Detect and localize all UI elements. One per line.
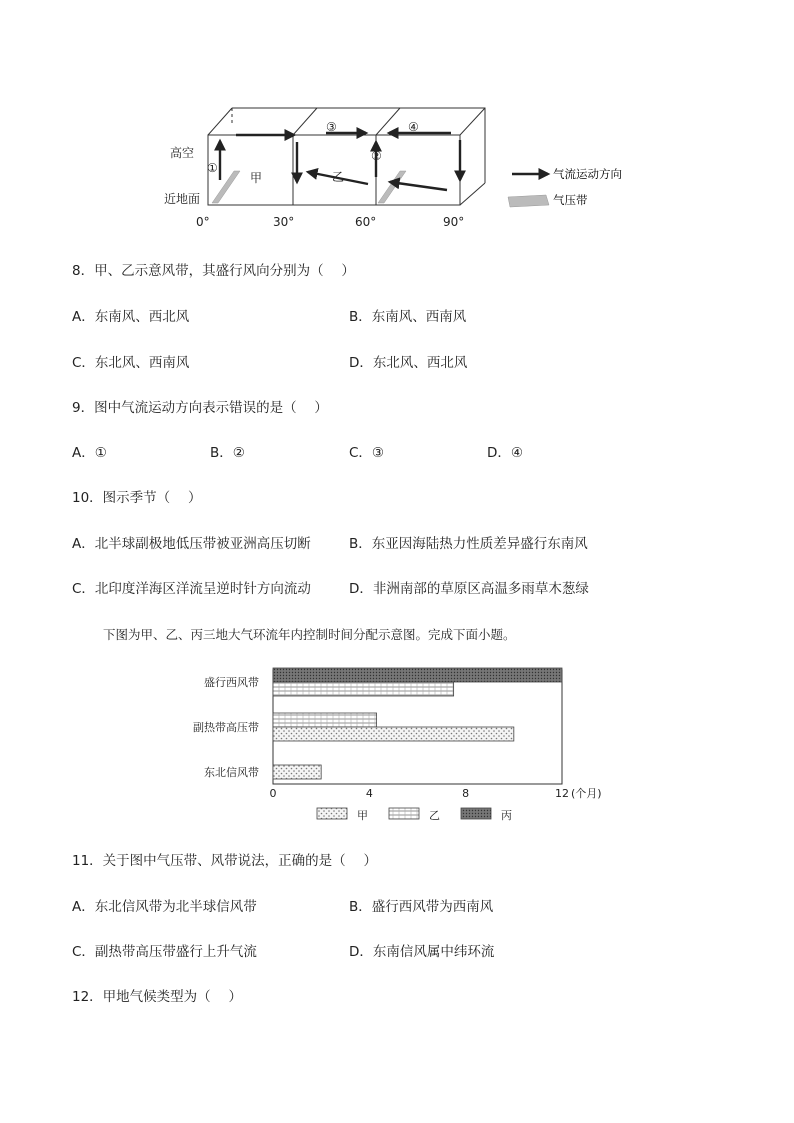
legend-swatch-甲 xyxy=(317,808,347,819)
x-tick-label: 12 xyxy=(555,787,569,800)
label-jia: 甲 xyxy=(250,171,263,185)
q8-option-d[interactable]: D．东北风、西北风 xyxy=(349,355,468,371)
circulation-time-chart xyxy=(180,662,630,832)
label-cell3: ③ xyxy=(326,120,337,134)
legend-label: 乙 xyxy=(429,809,440,822)
category-label: 盛行西风带 xyxy=(204,676,259,689)
legend-label: 丙 xyxy=(501,809,512,822)
label-cell4: ④ xyxy=(408,120,419,134)
label-lat0: 0° xyxy=(196,215,210,229)
label-cell1: ① xyxy=(207,161,218,175)
q11-option-a[interactable]: A．东北信风带为北半球信风带 xyxy=(72,899,257,915)
x-tick-label: 0 xyxy=(269,787,277,800)
q9-option-b[interactable]: B．② xyxy=(210,445,245,461)
q11-stem: 11．关于图中气压带、风带说法，正确的是（ ） xyxy=(72,853,377,869)
q11-option-c[interactable]: C．副热带高压带盛行上升气流 xyxy=(72,944,257,960)
bar-乙-副热带高压带 xyxy=(273,713,377,727)
label-lat90: 90° xyxy=(443,215,465,229)
circulation-diagram xyxy=(150,95,650,240)
legend-belt-label: 气压带 xyxy=(553,193,588,207)
label-cell2: ② xyxy=(371,149,382,163)
q8-option-a[interactable]: A．东南风、西北风 xyxy=(72,309,190,325)
legend-swatch-乙 xyxy=(389,808,419,819)
bar-甲-东北信风带 xyxy=(273,765,321,779)
category-label: 东北信风带 xyxy=(204,766,259,779)
q8-option-b[interactable]: B．东南风、西南风 xyxy=(349,309,467,325)
x-tick-label: 4 xyxy=(365,787,373,800)
bar-乙-盛行西风带 xyxy=(273,682,454,696)
label-lat60: 60° xyxy=(355,215,377,229)
q10-option-b[interactable]: B．东亚因海陆热力性质差异盛行东南风 xyxy=(349,536,588,552)
q11-option-b[interactable]: B．盛行西风带为西南风 xyxy=(349,899,494,915)
chart-intro: 下图为甲、乙、丙三地大气环流年内控制时间分配示意图。完成下面小题。 xyxy=(103,627,516,642)
q8-option-c[interactable]: C．东北风、西南风 xyxy=(72,355,190,371)
q9-option-d[interactable]: D．④ xyxy=(487,445,523,461)
label-surface: 近地面 xyxy=(164,192,201,206)
q10-option-d[interactable]: D．非洲南部的草原区高温多雨草木葱绿 xyxy=(349,581,589,597)
x-tick-label: 8 xyxy=(462,787,470,800)
q10-option-a[interactable]: A．北半球副极地低压带被亚洲高压切断 xyxy=(72,536,311,552)
x-unit-label: (个月) xyxy=(571,787,602,800)
q11-option-d[interactable]: D．东南信风属中纬环流 xyxy=(349,944,495,960)
q9-option-a[interactable]: A．① xyxy=(72,445,107,461)
bar-甲-副热带高压带 xyxy=(273,727,514,741)
q12-stem: 12．甲地气候类型为（ ） xyxy=(72,989,242,1005)
category-label: 副热带高压带 xyxy=(193,721,259,734)
legend-swatch-丙 xyxy=(461,808,491,819)
legend-arrow-label: 气流运动方向 xyxy=(553,167,622,181)
q10-option-c[interactable]: C．北印度洋海区洋流呈逆时针方向流动 xyxy=(72,581,311,597)
q9-stem: 9．图中气流运动方向表示错误的是（ ） xyxy=(72,400,328,416)
label-lat30: 30° xyxy=(273,215,295,229)
q10-stem: 10．图示季节（ ） xyxy=(72,490,202,506)
q9-option-c[interactable]: C．③ xyxy=(349,445,385,461)
q8-stem: 8．甲、乙示意风带，其盛行风向分别为（ ） xyxy=(72,263,355,279)
label-upper: 高空 xyxy=(170,146,195,160)
legend-label: 甲 xyxy=(357,809,368,822)
legend-belt-swatch xyxy=(508,195,549,207)
bar-丙-盛行西风带 xyxy=(273,668,562,682)
label-yi: 乙 xyxy=(332,170,345,184)
